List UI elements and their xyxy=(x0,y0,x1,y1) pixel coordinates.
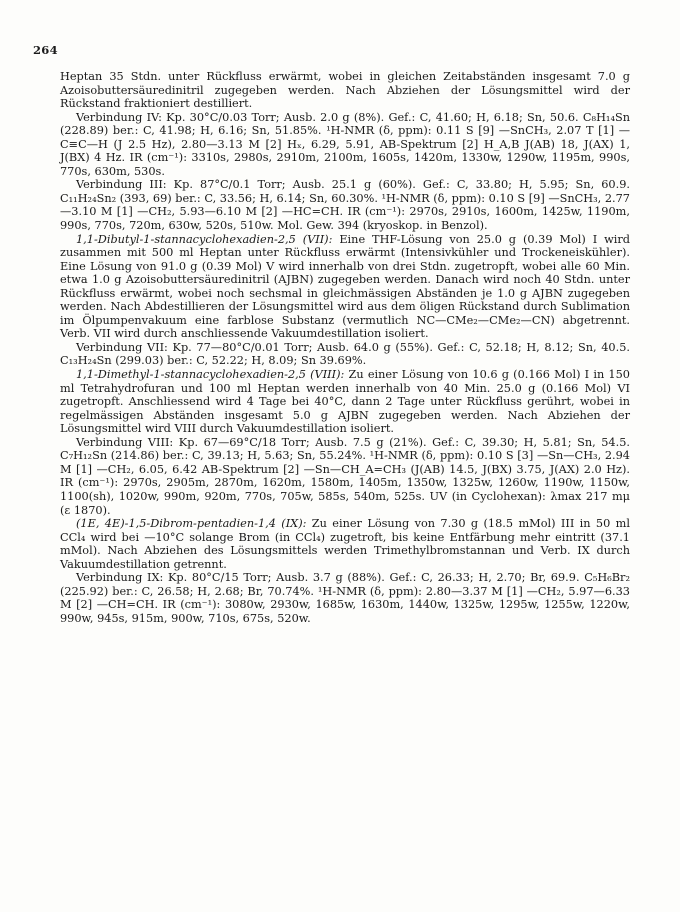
section-title: 1,1-Dibutyl-1-stannacyclohexadien-2,5 (VII): xyxy=(76,232,333,246)
page-number: 264 xyxy=(33,43,58,57)
paragraph-text: Verbindung III: Kp. 87°C/0.1 Torr; Ausb. 25.1 g (60%). Gef.: C, 33.80; H, 5.95; Sn, 60.9. C₁₁H₂₄Sn₂ (393, 69) ber.: C, 33.56; H, 6.14; Sn, 60.30%. ¹H-NMR (δ, ppm): 0.10 S [9] —SnCH₃, 2.77—3.10 M [1] —CH₂, 5.93—6.10 M [2] —HC=CH. IR (cm⁻¹): 2970s, 2910s, 1600m, 1425w, 1190m, 990s, 770s, 720m, 630w, 520s, 510w. Mol. Gew. 394 (kryoskop. in Benzol). xyxy=(60,178,630,233)
section-title: (1E, 4E)-1,5-Dibrom-pentadien-1,4 (IX): xyxy=(76,517,307,531)
paragraph-synthesis-viii xyxy=(60,368,630,436)
paragraph-compound-iii xyxy=(60,178,630,232)
paragraph-text: Eine THF-Lösung von 25.0 g (0.39 Mol) I wird zusammen mit 500 ml Heptan unter Rückfluss erwärmt (Intensivkühler und Trockeneiskühler). Eine Lösung von 91.0 g (0.39 Mol) V wird innerhalb von drei Stdn. zugetropft, wobei alle 60 Min. etwa 1.0 g Azoisobuttersäuredinitril (AJBN) zugegeben werden. Danach wird noch 40 Stdn. unter Rückfluss erwärmt, wobei noch sechsmal in gleichmässigen Abständen je 1.0 g AJBN zugegeben werden. Nach Abdestillieren der Lösungsmittel wird aus dem öligen Rückstand durch Sublimation im Ölpumpenvakuum eine farblose Substanz (vermutlich NC—CMe₂—CMe₂—CN) abgetrennt. Verb. VII wird durch anschliessende Vakuumdestillation isoliert. xyxy=(60,232,631,341)
section-title: 1,1-Dimethyl-1-stannacyclohexadien-2,5 (VIII): xyxy=(76,368,345,382)
paragraph-text: Verbindung IV: Kp. 30°C/0.03 Torr; Ausb. 2.0 g (8%). Gef.: C, 41.60; H, 6.18; Sn, 50.6. C₈H₁₄Sn (228.89) ber.: C, 41.98; H, 6.16; Sn, 51.85%. ¹H-NMR (δ, ppm): 0.11 S [9] —SnCH₃, 2.07 T [1] —C≡C—H (J 2.5 Hz), 2.80—3.13 M [2] Hₓ, 6.29, 5.91, AB-Spektrum [2] H_A‚B J(AB) 18, J(AX) 1, J(BX) 4 Hz. IR (cm⁻¹): 3310s, 2980s, 2910m, 2100m, 1605s, 1420m, 1330w, 1290w, 1195m, 990s, 770s, 630m, 530s. xyxy=(60,110,630,178)
paragraph-compound-iv xyxy=(60,111,630,179)
paragraph-text: Zu einer Lösung von 10.6 g (0.166 Mol) I in 150 ml Tetrahydrofuran und 100 ml Heptan werden innerhalb von 40 Min. 25.0 g (0.166 Mol) VI zugetropft. Anschliessend wird 4 Tage bei 40°C, dann 2 Tage unter Rückfluss gerührt, wobei in regelmässigen Abständen insgesamt 5.0 g AJBN zugegeben werden. Nach Abziehen der Lösungsmittel wird VIII durch Vakuumdestillation isoliert. xyxy=(60,368,630,436)
paragraph-text: Zu einer Lösung von 7.30 g (18.5 mMol) III in 50 ml CCl₄ wird bei —10°C solange Brom (in CCl₄) zugetroft, bis keine Entfärbung mehr eintritt (37.1 mMol). Nach Abziehen des Lösungsmittels werden Trimethylbromstannan und Verb. IX durch Vakuumdestillation getrennt. xyxy=(60,517,631,571)
paragraph-text: Verbindung VIII: Kp. 67—69°C/18 Torr; Ausb. 7.5 g (21%). Gef.: C, 39.30; H, 5.81; Sn, 54.5. C₇H₁₂Sn (214.86) ber.: C, 39.13; H, 5.63; Sn, 55.24%. ¹H-NMR (δ, ppm): 0.10 S [3] —Sn—CH₃, 2.94 M [1] —CH₂, 6.05, 6.42 AB-Spektrum [2] —Sn—CH_A=CH₃ (J(AB) 14.5, J(BX) 3.75, J(AX) 2.0 Hz). IR (cm⁻¹): 2970s, 2905m, 2870m, 1620m, 1580m, 1405m, 1350w, 1325w, 1260w, 1190w, 1150w, 1100(sh), 1020w, 990m, 920m, 770s, 705w, 585s, 540m, 525s. UV (in Cyclohexan): λmax 217 mμ (ε 1870). xyxy=(60,435,630,517)
paragraph-text: Heptan 35 Stdn. unter Rückfluss erwärmt, wobei in gleichen Zeitabständen insgesamt 7.0 g Azoisobuttersäuredinitril zugegeben werden. Nach Abziehen der Lösungsmittel wird der Rückstand fraktioniert destilliert. xyxy=(60,70,630,111)
paragraph-synthesis-ix xyxy=(60,517,630,571)
paragraph-compound-viii xyxy=(60,436,630,517)
paragraph-continuation xyxy=(60,70,630,111)
paragraph-text: Verbindung VII: Kp. 77—80°C/0.01 Torr; Ausb. 64.0 g (55%). Gef.: C, 52.18; H, 8.12; Sn, 40.5. C₁₃H₂₄Sn (299.03) ber.: C, 52.22; H, 8.09; Sn 39.69%. xyxy=(60,340,630,368)
paragraph-text: Verbindung IX: Kp. 80°C/15 Torr; Ausb. 3.7 g (88%). Gef.: C, 26.33; H, 2.70; Br, 69.9. C₅H₆Br₂ (225.92) ber.: C, 26.58; H, 2.68; Br, 70.74%. ¹H-NMR (δ, ppm): 2.80—3.37 M [1] —CH₂, 5.97—6.33 M [2] —CH=CH. IR (cm⁻¹): 3080w, 2930w, 1685w, 1630m, 1440w, 1325w, 1295w, 1255w, 1220w, 990w, 945s, 915m, 900w, 710s, 675s, 520w. xyxy=(60,571,630,625)
paragraph-compound-vii xyxy=(60,341,630,368)
paragraph-synthesis-vii xyxy=(60,233,630,341)
paragraph-compound-ix xyxy=(60,571,630,625)
body-text xyxy=(60,70,630,625)
